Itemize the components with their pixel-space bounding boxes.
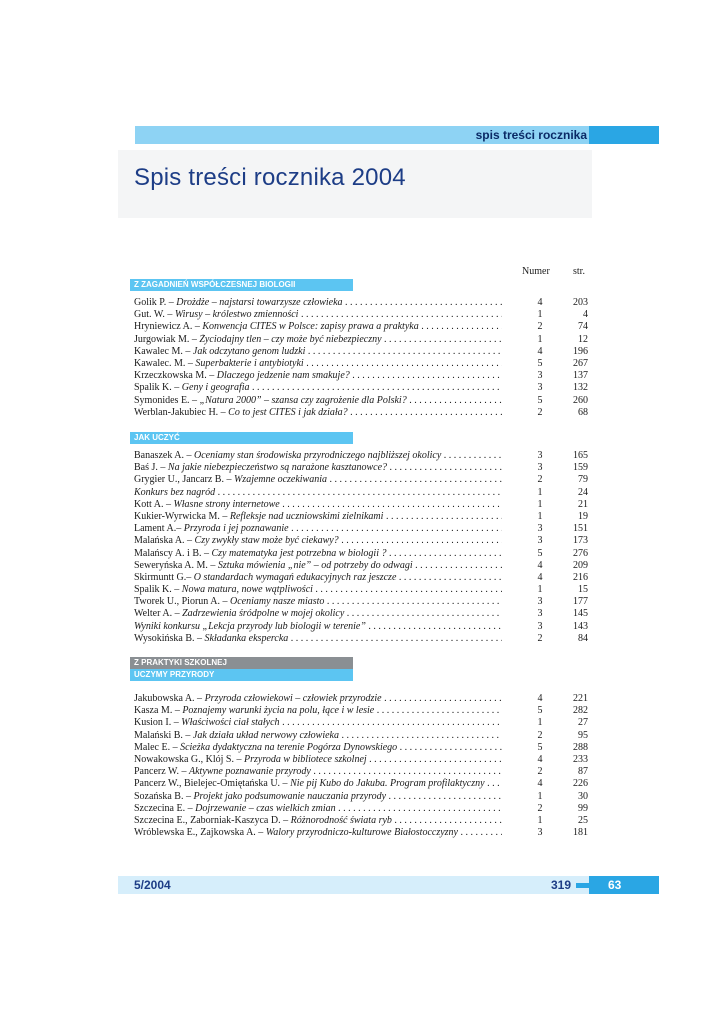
- entry-issue-number: 4: [537, 753, 543, 765]
- entry-author: Kusion I. –: [134, 717, 182, 729]
- list-item: [134, 309, 594, 321]
- entry-author: Malańscy A. i B. –: [134, 547, 212, 559]
- entry-title: „Natura 2000” – szansa czy zagrożenie dla Polski?: [199, 394, 407, 406]
- entry-issue-number: 2: [537, 632, 543, 644]
- list-item: [134, 334, 594, 346]
- entry-page-number: 145: [573, 608, 588, 620]
- entry-text: [134, 370, 502, 382]
- entry-issue-number: 5: [537, 705, 543, 717]
- entry-page-number: 143: [573, 620, 588, 632]
- entry-title: Dlaczego jedzenie nam smakuje?: [216, 370, 350, 382]
- list-item: [134, 370, 594, 382]
- entry-issue-number: 4: [537, 778, 543, 790]
- entry-page-number: 233: [573, 753, 588, 765]
- entry-title: Konwencja CITES w Polsce: zapisy prawa a praktyka: [202, 321, 419, 333]
- entry-page-number: 132: [573, 382, 588, 394]
- entry-title: Czy zwykły staw może być ciekawy?: [194, 535, 339, 547]
- section-header-teaching: JAK UCZYĆ: [130, 432, 353, 444]
- entry-title: Czy matematyka jest potrzebna w biologii ?: [211, 547, 387, 559]
- entry-title: Wirusy – królestwo zmienności: [174, 309, 299, 321]
- list-item: [134, 548, 594, 560]
- entry-text: [134, 827, 502, 839]
- entry-issue-number: 1: [537, 486, 543, 498]
- entry-title: Zadrzewienia śródpolne w mojej okolicy: [182, 608, 345, 620]
- entry-text: [134, 450, 502, 462]
- entry-page-number: 196: [573, 345, 588, 357]
- entry-title: Drożdże – najstarsi towarzysze człowieka: [176, 297, 343, 308]
- entry-title: Własne strony internetowe: [173, 498, 280, 510]
- section-header-practice: Z PRAKTYKI SZKOLNEJ: [130, 657, 353, 669]
- entry-title: Oceniamy stan środowiska przyrodniczego najbliższej okolicy: [194, 450, 442, 461]
- entry-page-number: 276: [573, 547, 588, 559]
- entry-text: [134, 766, 502, 778]
- entry-issue-number: 2: [537, 321, 543, 333]
- entry-title: Nie pij Kubo do Jakuba. Program profilaktyczny: [290, 778, 485, 790]
- entry-page-number: 260: [573, 394, 588, 406]
- entry-author: Tworek U., Piorun A. –: [134, 596, 230, 608]
- list-item: [134, 717, 594, 729]
- entry-text: [134, 730, 502, 742]
- entry-author: Malec E. –: [134, 741, 181, 753]
- entry-title: Życiodajny tlen – czy może być niebezpieczny: [199, 333, 382, 345]
- list-item: [134, 608, 594, 620]
- entry-issue-number: 3: [537, 382, 543, 394]
- entry-text: [134, 511, 502, 523]
- entry-author: Malańska A. –: [134, 535, 195, 547]
- entry-title: Geny i geografia: [181, 382, 250, 394]
- list-item: [134, 523, 594, 535]
- entry-page-number: 159: [573, 462, 588, 474]
- list-item: [134, 778, 594, 790]
- list-item: [134, 766, 594, 778]
- entry-issue-number: 1: [537, 510, 543, 522]
- entry-page-number: 21: [578, 498, 588, 510]
- entry-author: Gut. W. –: [134, 309, 175, 321]
- entry-title: Jak działa układ nerwowy człowieka: [192, 729, 339, 741]
- entry-author: Pancerz W. –: [134, 766, 189, 778]
- entry-issue-number: 3: [537, 608, 543, 620]
- entry-text: [134, 815, 502, 827]
- entry-page-number: 19: [578, 510, 588, 522]
- entry-title: Projekt jako podsumowanie nauczania przyrody: [193, 790, 387, 802]
- list-item: [134, 730, 594, 742]
- entry-page-number: 87: [578, 766, 588, 778]
- entry-author: Baś J. –: [134, 462, 168, 474]
- entry-page-number: 95: [578, 729, 588, 741]
- entry-page-number: 173: [573, 535, 588, 547]
- list-item: [134, 395, 594, 407]
- entry-title: Oceniamy nasze miasto: [229, 596, 325, 608]
- entry-text: [134, 297, 502, 309]
- entry-author: Krzeczkowska M. –: [134, 370, 217, 382]
- entry-author: Wysokińska B. –: [134, 632, 205, 644]
- footer-notch: [576, 883, 589, 888]
- entry-issue-number: 1: [537, 717, 543, 729]
- entry-text: [134, 309, 502, 321]
- entry-issue-number: 1: [537, 584, 543, 596]
- list-item: [134, 705, 594, 717]
- entry-page-number: 25: [578, 814, 588, 826]
- list-item: [134, 474, 594, 486]
- entry-page-number: 267: [573, 357, 588, 369]
- entry-issue-number: 4: [537, 345, 543, 357]
- entry-text: [134, 407, 502, 419]
- list-item: [134, 346, 594, 358]
- entry-page-number: 165: [573, 450, 588, 461]
- entry-title: Jak odczytano genom ludzki: [192, 345, 306, 357]
- entry-page-number: 15: [578, 584, 588, 596]
- entry-text: [134, 395, 502, 407]
- entry-page-number: 68: [578, 406, 588, 418]
- entry-text: [134, 499, 502, 511]
- entry-title: Poznajemy warunki życia na polu, łące i w lesie: [182, 705, 375, 717]
- entry-page-number: 30: [578, 790, 588, 802]
- entry-issue-number: 1: [537, 498, 543, 510]
- entry-author: Spalik K. –: [134, 584, 182, 596]
- page-number-issue: 63: [608, 878, 622, 892]
- section-list-biology: [134, 297, 594, 419]
- entry-text: [134, 572, 502, 584]
- entry-author: Jurgowiak M. –: [134, 333, 200, 345]
- entry-page-number: 221: [573, 693, 588, 704]
- entry-page-number: 4: [583, 309, 588, 321]
- entry-title: Ścieżka dydaktyczna na terenie Pogórza Dynowskiego: [180, 741, 398, 753]
- entry-text: [134, 791, 502, 803]
- entry-author: Nowakowska G., Klój S. –: [134, 753, 244, 765]
- entry-author: Golik P. –: [134, 297, 177, 308]
- entry-issue-number: 3: [537, 370, 543, 382]
- entry-issue-number: 4: [537, 693, 543, 704]
- entry-page-number: 216: [573, 571, 588, 583]
- entry-author: Szczecina E., Zaborniak-Kaszyca D. –: [134, 814, 291, 826]
- entry-text: [134, 621, 502, 633]
- entry-page-number: 209: [573, 559, 588, 571]
- entry-title: Co to jest CITES i jak działa?: [228, 406, 348, 418]
- entry-issue-number: 4: [537, 559, 543, 571]
- column-page-header: str.: [573, 266, 585, 277]
- list-item: [134, 633, 594, 645]
- section-subheader-nature: UCZYMY PRZYRODY: [130, 669, 353, 681]
- entry-author: Seweryńska A. M. –: [134, 559, 218, 571]
- entry-author: Hryniewicz A. –: [134, 321, 203, 333]
- entry-issue-number: 2: [537, 802, 543, 814]
- entry-issue-number: 1: [537, 814, 543, 826]
- entry-author: Szczecina E. –: [134, 802, 196, 814]
- entry-author: Grygier U., Jancarz B. –: [134, 474, 234, 486]
- list-item: [134, 596, 594, 608]
- entry-author: Kawalec. M. –: [134, 357, 196, 369]
- section-list-practice: [134, 693, 594, 839]
- entry-page-number: 288: [573, 741, 588, 753]
- list-item: [134, 560, 594, 572]
- entry-page-number: 74: [578, 321, 588, 333]
- entry-page-number: 226: [573, 778, 588, 790]
- entry-title: Przyroda w bibliotece szkolnej: [244, 753, 367, 765]
- entry-issue-number: 2: [537, 766, 543, 778]
- entry-text: [134, 462, 502, 474]
- entry-author: Pancerz W., Bielejec-Omiętańska U. –: [134, 778, 291, 790]
- entry-issue-number: 5: [537, 741, 543, 753]
- entry-text: [134, 474, 502, 486]
- entry-page-number: 137: [573, 370, 588, 382]
- entry-issue-number: 3: [537, 596, 543, 608]
- entry-text: [134, 754, 502, 766]
- list-item: [134, 572, 594, 584]
- entry-title: Aktywne poznawanie przyrody: [189, 766, 311, 778]
- entry-text: [134, 382, 502, 394]
- list-item: [134, 791, 594, 803]
- page-number-total: 319: [551, 878, 572, 892]
- entry-title: Wyniki konkursu „Lekcja przyrody lub biologii w terenie”: [134, 620, 366, 632]
- entry-author: Lament A.–: [134, 523, 184, 535]
- entry-text: [134, 705, 502, 717]
- entry-author: Kawalec M. –: [134, 345, 193, 357]
- entry-text: [134, 560, 502, 572]
- entry-issue-number: 5: [537, 547, 543, 559]
- entry-text: [134, 596, 502, 608]
- entry-text: [134, 548, 502, 560]
- list-item: [134, 358, 594, 370]
- entry-page-number: 27: [578, 717, 588, 729]
- section-list-teaching: [134, 450, 594, 645]
- entry-author: Wróblewska E., Zajkowska A. –: [134, 827, 266, 839]
- section-header-biology: Z ZAGADNIEŃ WSPÓŁCZESNEJ BIOLOGII: [130, 279, 353, 291]
- entry-issue-number: 3: [537, 827, 543, 839]
- entry-issue-number: 3: [537, 523, 543, 535]
- entry-text: [134, 346, 502, 358]
- entry-title: Składanka ekspercka: [204, 632, 289, 644]
- entry-text: [134, 717, 502, 729]
- list-item: [134, 742, 594, 754]
- entry-title: Właściwości ciał stałych: [181, 717, 280, 729]
- entry-author: Kukier-Wyrwicka M. –: [134, 510, 230, 522]
- list-item: [134, 450, 594, 462]
- column-number-header: Numer: [522, 266, 550, 277]
- entry-title: Wzajemne oczekiwania: [233, 474, 328, 486]
- list-item: [134, 693, 594, 705]
- list-item: [134, 382, 594, 394]
- entry-text: [134, 608, 502, 620]
- entry-author: Malański B. –: [134, 729, 193, 741]
- list-item: [134, 621, 594, 633]
- entry-title: Przyroda człowiekowi – człowiek przyrodzie: [204, 693, 382, 704]
- entry-page-number: 181: [573, 827, 588, 839]
- entry-title: Dojrzewanie – czas wielkich zmian: [195, 802, 336, 814]
- entry-page-number: 12: [578, 333, 588, 345]
- entry-title: Konkurs bez nagród: [134, 486, 216, 498]
- entry-issue-number: 4: [537, 297, 543, 308]
- entry-author: Spalik K. –: [134, 382, 182, 394]
- entry-page-number: 24: [578, 486, 588, 498]
- entry-page-number: 79: [578, 474, 588, 486]
- entry-text: [134, 535, 502, 547]
- entry-title: Na jakie niebezpieczeństwo są narażone kasztanowce?: [167, 462, 388, 474]
- entry-issue-number: 3: [537, 462, 543, 474]
- list-item: [134, 321, 594, 333]
- entry-title: Przyroda i jej poznawanie: [183, 523, 289, 535]
- entry-issue-number: 1: [537, 309, 543, 321]
- entry-issue-number: 2: [537, 729, 543, 741]
- entry-issue-number: 4: [537, 571, 543, 583]
- entry-text: [134, 321, 502, 333]
- entry-issue-number: 3: [537, 450, 543, 461]
- footer-band-accent: [589, 876, 659, 894]
- list-item: [134, 827, 594, 839]
- issue-number: 5/2004: [134, 878, 171, 892]
- list-item: [134, 407, 594, 419]
- entry-issue-number: 2: [537, 474, 543, 486]
- entry-author: Symonides E. –: [134, 394, 200, 406]
- entry-text: [134, 803, 502, 815]
- entry-title: Sztuka mówienia „nie” – od potrzeby do odwagi: [217, 559, 413, 571]
- entry-author: Kott A. –: [134, 498, 174, 510]
- entry-author: Werblan-Jakubiec H. –: [134, 406, 229, 418]
- list-item: [134, 754, 594, 766]
- entry-issue-number: 3: [537, 620, 543, 632]
- entry-author: Welter A. –: [134, 608, 183, 620]
- entry-text: [134, 693, 502, 705]
- list-item: [134, 462, 594, 474]
- entry-title: Różnorodność świata ryb: [290, 814, 392, 826]
- list-item: [134, 803, 594, 815]
- entry-author: Sozańska B. –: [134, 790, 194, 802]
- entry-page-number: 84: [578, 632, 588, 644]
- page-title: Spis treści rocznika 2004: [134, 164, 406, 191]
- entry-page-number: 282: [573, 705, 588, 717]
- entry-page-number: 99: [578, 802, 588, 814]
- entry-text: [134, 358, 502, 370]
- entry-title: Walory przyrodniczo-kulturowe Białostocczyzny: [265, 827, 458, 839]
- list-item: [134, 535, 594, 547]
- entry-issue-number: 1: [537, 333, 543, 345]
- entry-page-number: 151: [573, 523, 588, 535]
- entry-issue-number: 5: [537, 357, 543, 369]
- entry-author: Banaszek A. –: [134, 450, 194, 461]
- entry-text: [134, 334, 502, 346]
- entry-title: Superbakterie i antybiotyki: [195, 357, 304, 369]
- list-item: [134, 499, 594, 511]
- entry-text: [134, 584, 502, 596]
- entry-issue-number: 5: [537, 394, 543, 406]
- list-item: [134, 815, 594, 827]
- list-item: [134, 297, 594, 309]
- entry-title: O standardach wymagań edukacyjnych raz jeszcze: [193, 571, 397, 583]
- entry-text: [134, 742, 502, 754]
- entry-page-number: 203: [573, 297, 588, 308]
- entry-author: Kasza M. –: [134, 705, 183, 717]
- entry-issue-number: 1: [537, 790, 543, 802]
- entry-author: Jakubowska A. –: [134, 693, 205, 704]
- entry-author: Skirmuntt G.–: [134, 571, 194, 583]
- header-band-accent: [589, 126, 659, 144]
- entry-text: [134, 523, 502, 535]
- entry-title: Nowa matura, nowe wątpliwości: [181, 584, 313, 596]
- list-item: [134, 584, 594, 596]
- entry-issue-number: 2: [537, 406, 543, 418]
- entry-issue-number: 3: [537, 535, 543, 547]
- entry-text: [134, 778, 502, 790]
- entry-text: [134, 487, 502, 499]
- entry-page-number: 177: [573, 596, 588, 608]
- entry-title: Refleksje nad uczniowskimi zielnikami: [229, 510, 384, 522]
- list-item: [134, 487, 594, 499]
- list-item: [134, 511, 594, 523]
- entry-text: [134, 633, 502, 645]
- section-label: spis treści rocznika: [475, 128, 587, 142]
